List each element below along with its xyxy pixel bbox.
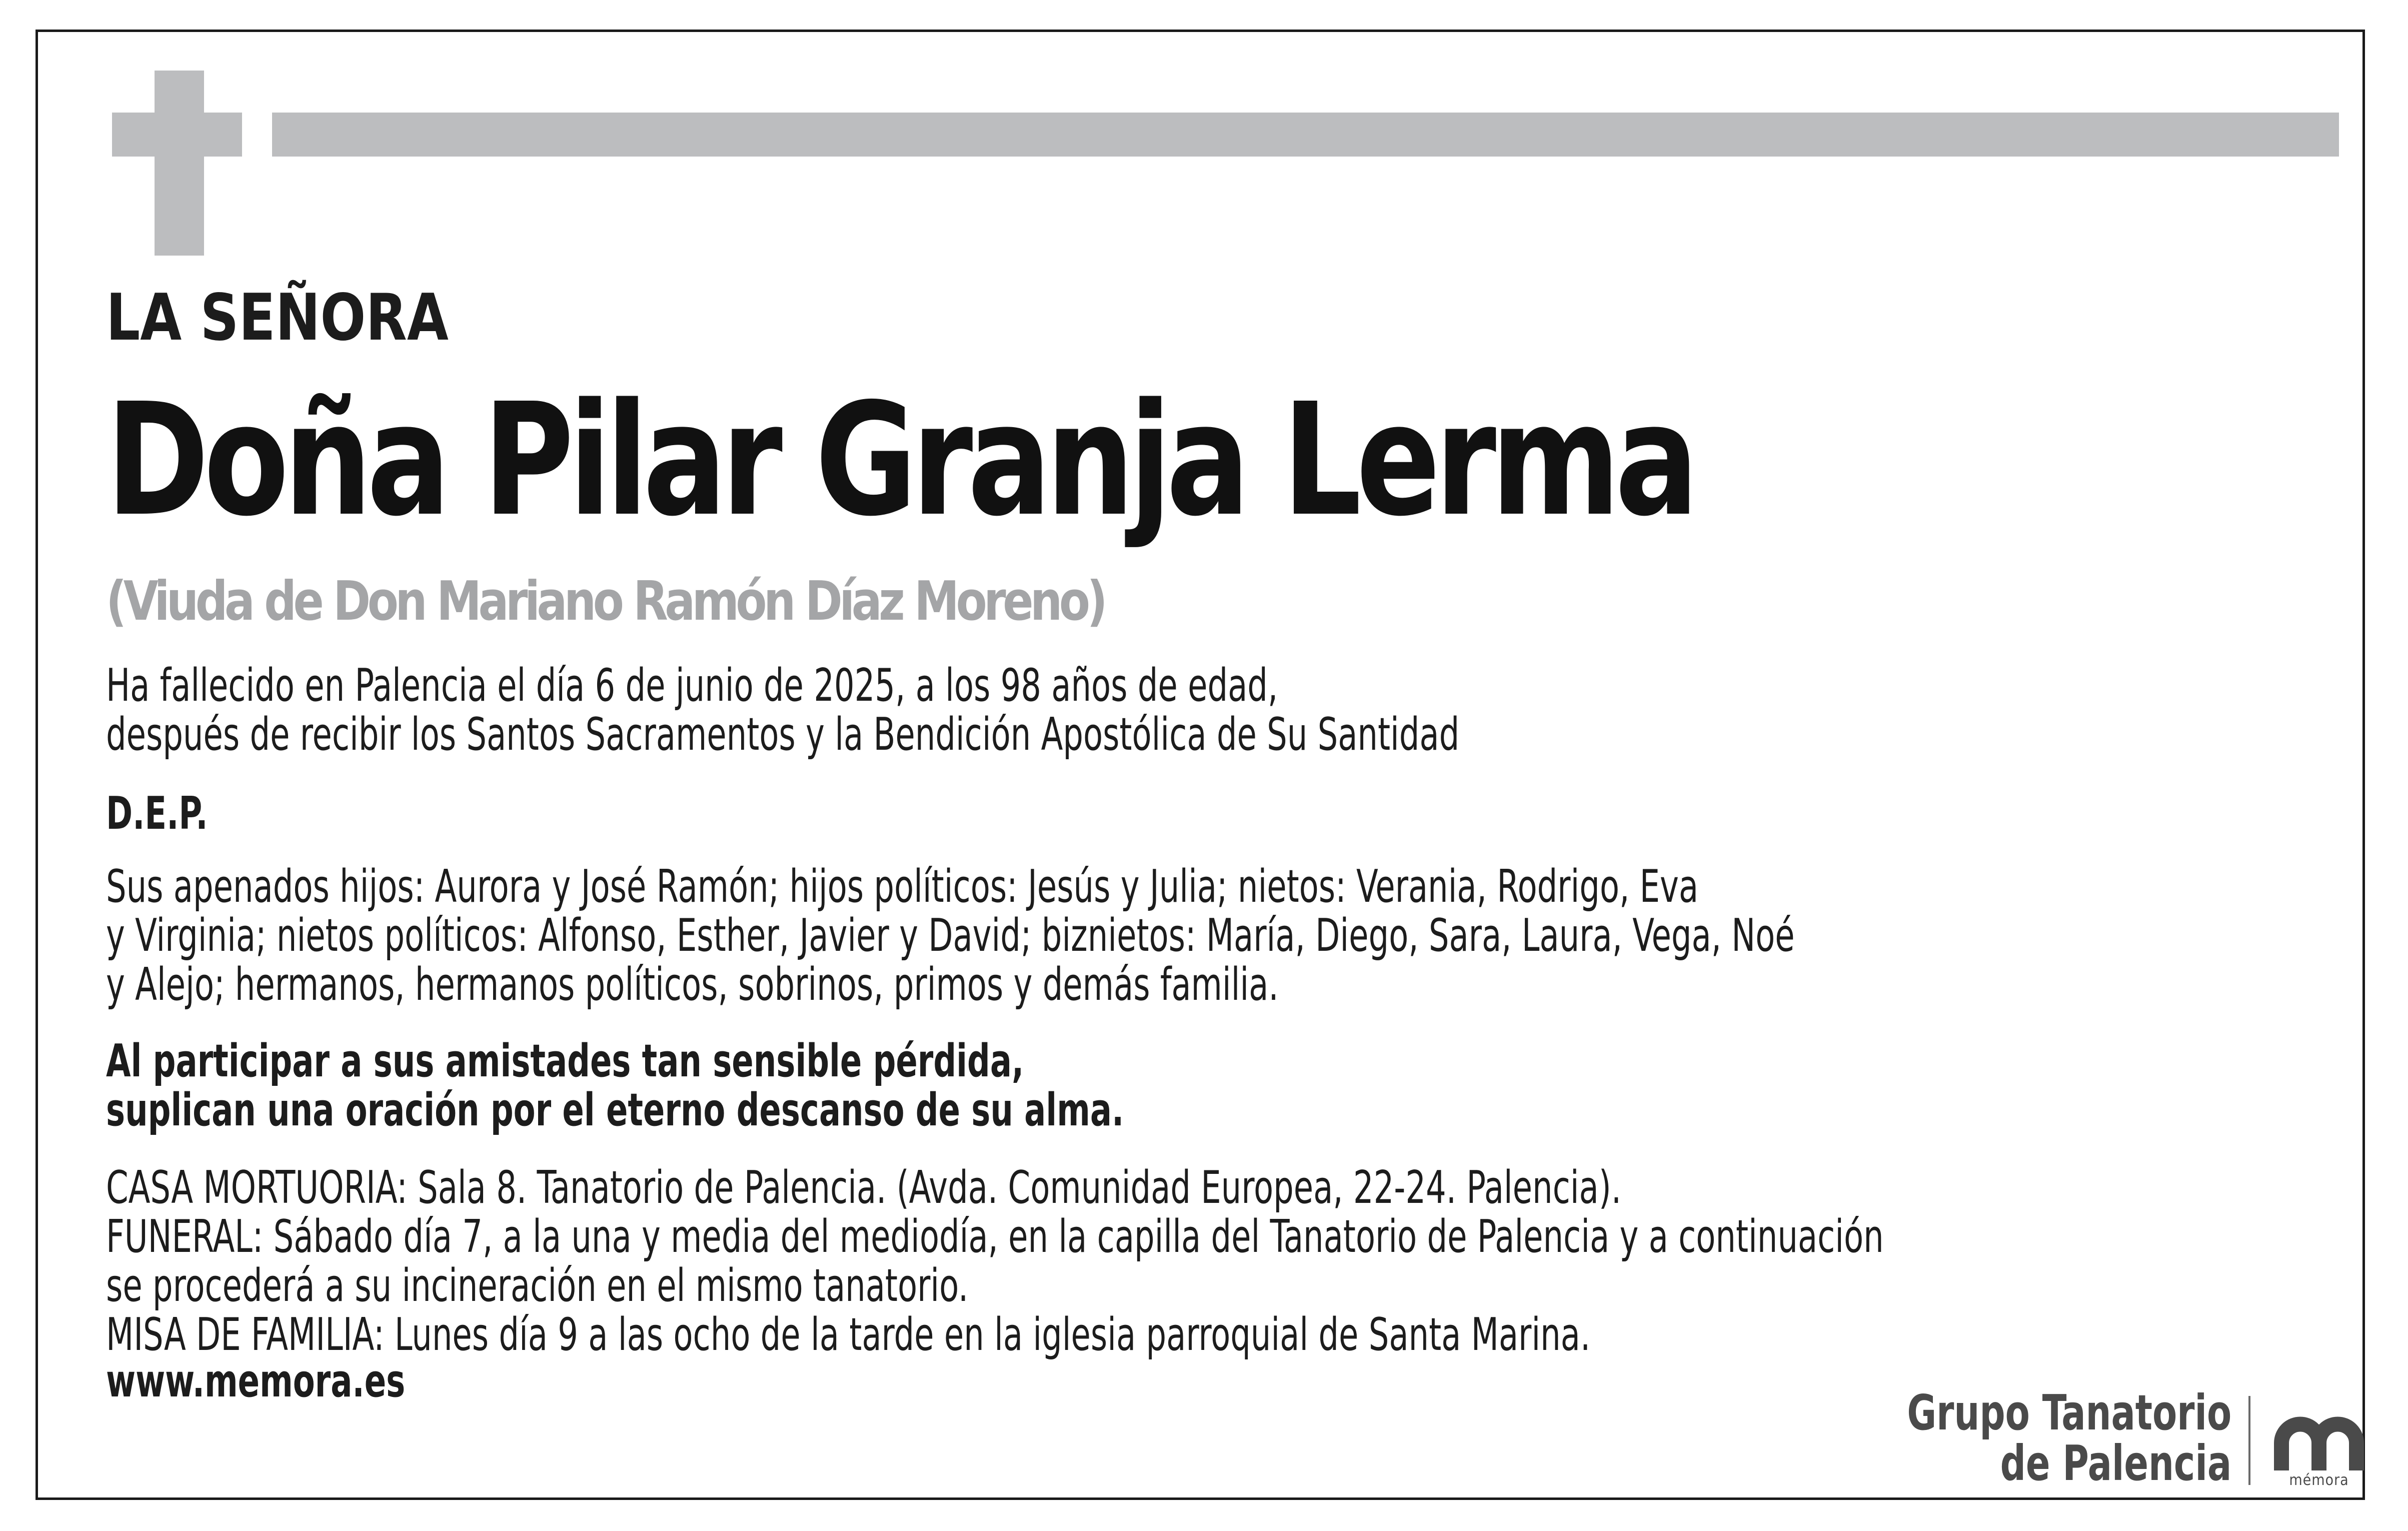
family-line: y Alejo; hermanos, hermanos políticos, sobrinos, primos y demás familia. <box>106 958 1279 1011</box>
org-line: de Palencia <box>2000 1435 2231 1491</box>
memora-m-logo-icon <box>2271 1415 2366 1470</box>
details-line: CASA MORTUORIA: Sala 8. Tanatorio de Palencia. (Avda. Comunidad Europea, 22-24. Palencia). <box>106 1161 1622 1214</box>
death-line: después de recibir los Santos Sacramentos y la Bendición Apostólica de Su Santidad <box>106 708 1460 761</box>
org-line: Grupo Tanatorio <box>1907 1384 2231 1441</box>
death-announcement <box>106 661 1459 759</box>
family-line: y Virginia; nietos políticos: Alfonso, Esther, Javier y David; biznietos: María, Diego, Sara, Laura, Vega, Noé <box>106 909 1795 962</box>
family-line: Sus apenados hijos: Aurora y José Ramón; hijos políticos: Jesús y Julia; nietos: Verania, Rodrigo, Eva <box>106 860 1699 913</box>
title-label: LA SEÑORA <box>106 281 449 355</box>
dep-label: D.E.P. <box>106 787 208 840</box>
details-line: se procederá a su incineración en el mismo tanatorio. <box>106 1259 969 1312</box>
death-line: Ha fallecido en Palencia el día 6 de junio de 2025, a los 98 años de edad, <box>106 659 1278 712</box>
cross-icon-arm <box>112 113 242 157</box>
prayer-request <box>106 1037 1124 1135</box>
header-bar <box>272 113 2339 157</box>
cross-icon <box>155 71 204 256</box>
website-link[interactable]: www.memora.es <box>106 1355 406 1407</box>
widow-line: (Viuda de Don Mariano Ramón Díaz Moreno) <box>106 570 1105 633</box>
details-line: FUNERAL: Sábado día 7, a la una y media del mediodía, en la capilla del Tanatorio de Palencia y a continuación <box>106 1210 1884 1263</box>
memora-logo-text: mémora <box>2289 1471 2349 1489</box>
prayer-line: Al participar a sus amistades tan sensible pérdida, <box>106 1035 1024 1087</box>
deceased-name: Doña Pilar Granja Lerma <box>106 370 1694 551</box>
prayer-line: suplican una oración por el eterno descanso de su alma. <box>106 1084 1124 1136</box>
details-line: MISA DE FAMILIA: Lunes día 9 a las ocho de la tarde en la iglesia parroquial de Santa Marina. <box>106 1308 1591 1361</box>
service-details <box>106 1163 1884 1359</box>
family-list <box>106 862 1795 1009</box>
footer-divider <box>2248 1396 2250 1485</box>
funeral-home-name <box>1907 1384 2231 1491</box>
